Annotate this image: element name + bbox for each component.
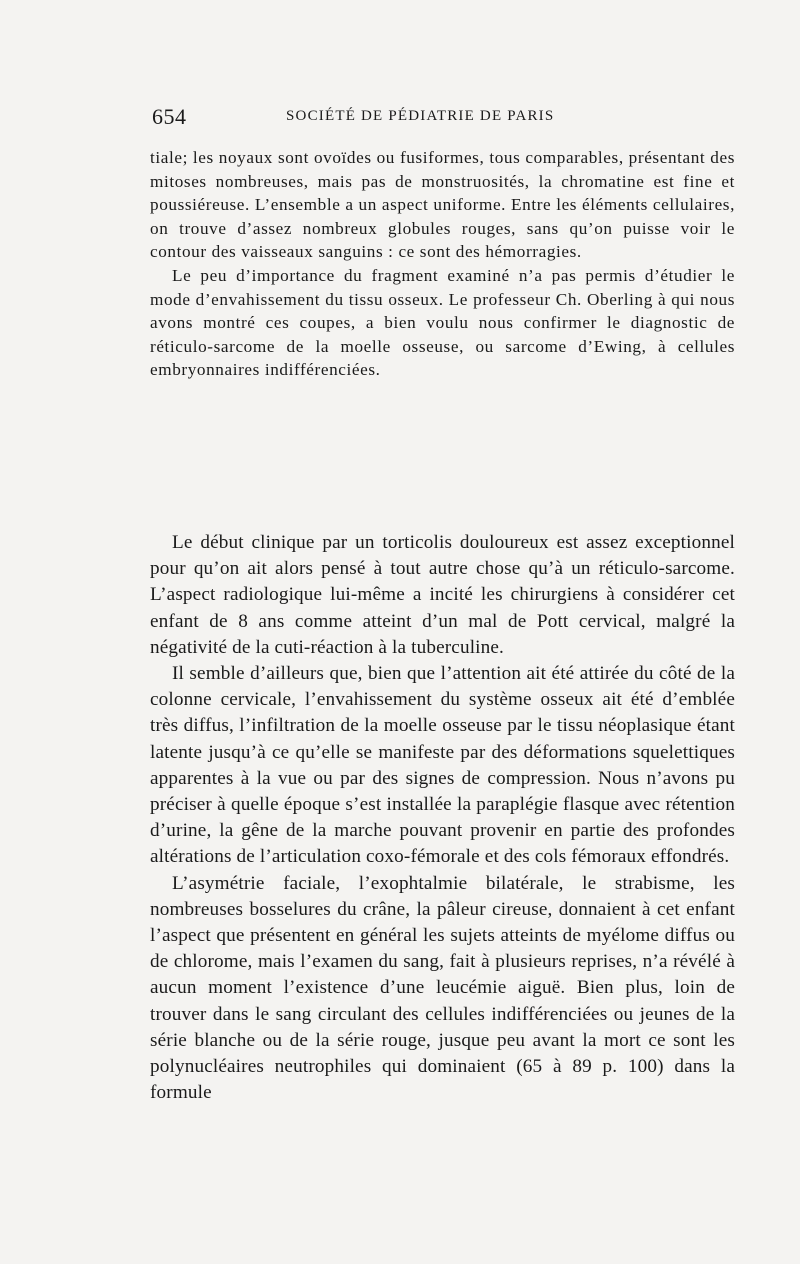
paragraph: tiale; les noyaux sont ovoïdes ou fusiformes, tous comparables, présentant des mitoses nombreuses, mais pas de monstruosités, la chromatine est fine et poussiéreuse. L’ensemble a un aspect uniforme. Entre les éléments cellulaires, on trouve d’assez nombreux globules rouges, sans qu’on puisse voir le contour des vaisseaux sanguins : ce sont des hémorragies. [150,148,735,262]
running-head: SOCIÉTÉ DE PÉDIATRIE DE PARIS [286,108,555,124]
paragraph: Il semble d’ailleurs que, bien que l’attention ait été attirée du côté de la colonne cervicale, l’envahissement du système osseux ait été d’emblée très diffus, l’infiltration de la moelle osseuse par le tissu néoplasique étant latente jusqu’à ce qu’elle se manifeste par des déformations squelettiques apparentes à la vue ou par des signes de compression. Nous n’avons pu préciser à quelle époque s’est installée la paraplégie flasque avec rétention d’urine, la gêne de la marche pouvant provenir en partie des profondes altérations de l’articulation coxo-fémorale et des cols fémoraux effondrés. [150,663,735,868]
page-header [150,100,735,130]
paragraph: L’asymétrie faciale, l’exophtalmie bilatérale, le strabisme, les nombreuses bosselures du crâne, la pâleur cireuse, donnaient à cet enfant l’aspect que présentent en général les sujets atteints de myélome diffus ou de chlorome, mais l’examen du sang, fait à plusieurs reprises, n’a révélé à aucun moment l’existence d’une leucémie aiguë. Bien plus, loin de trouver dans le sang circulant des cellules indifférenciées ou jeunes de la série blanche ou de la série rouge, jusque peu avant la mort ce sont les polynucléaires neutrophiles qui dominaient (65 à 89 p. 100) dans la formule [150,872,735,1104]
paragraph: Le peu d’importance du fragment examiné n’a pas permis d’étudier le mode d’envahissement du tissu osseux. Le professeur Ch. Oberling à qui nous avons montré ces coupes, a bien voulu nous confirmer le diagnostic de réticulo-sarcome de la moelle osseuse, ou sarcome d’Ewing, à cellules embryonnaires indifférenciées. [150,265,735,380]
main-text-section [150,530,735,1106]
paragraph: Le début clinique par un torticolis douloureux est assez exceptionnel pour qu’on ait alors pensé à tout autre chose qu’à un réticulo-sarcome. L’aspect radiologique lui-même a incité les chirurgiens à considérer cet enfant de 8 ans comme atteint d’un mal de Pott cervical, malgré la négativité de la cuti-réaction à la tuberculine. [150,532,735,658]
small-print-section [150,146,735,382]
page-number: 654 [152,104,187,129]
page [150,100,735,1104]
